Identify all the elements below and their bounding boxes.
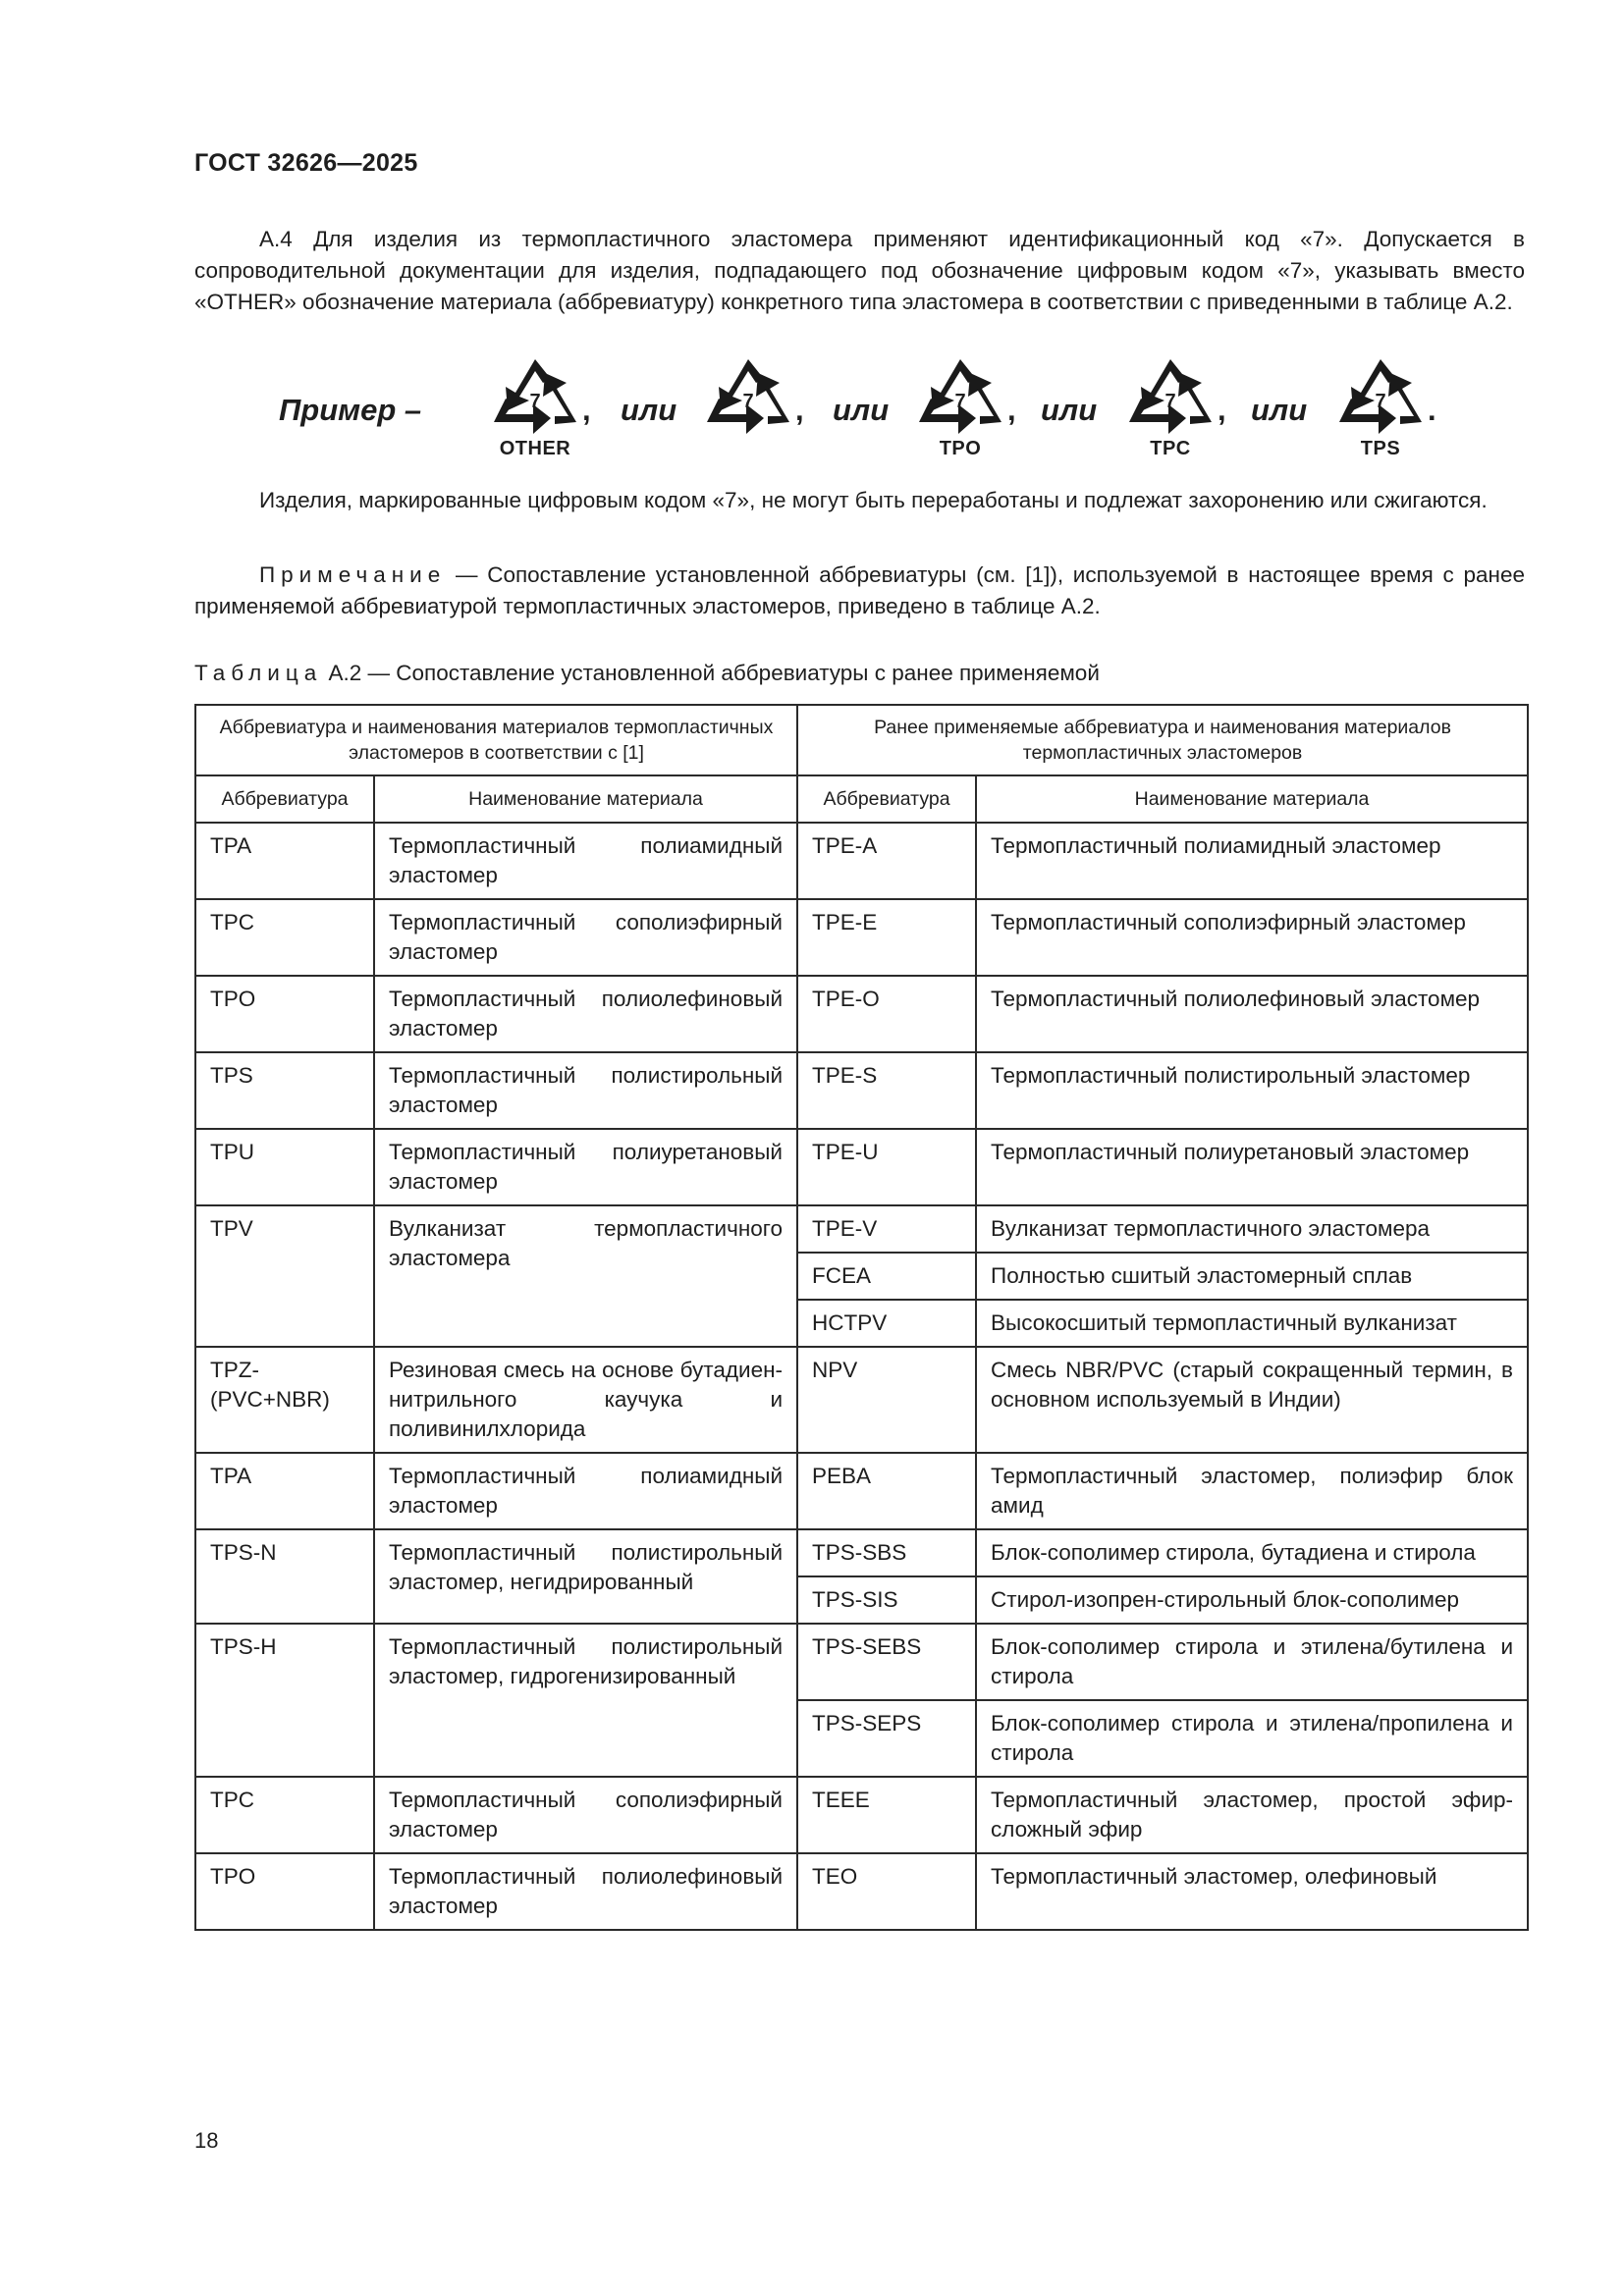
- example-period: .: [1428, 393, 1436, 427]
- material-name-cell: Термопластичный сополиэфирный эластомер: [374, 1777, 797, 1853]
- recycling-code: 7: [1164, 391, 1176, 412]
- old-abbreviation-cell: FCEA: [797, 1253, 976, 1300]
- paragraph-marked-text: Изделия, маркированные цифровым кодом «7», не могут быть переработаны и подлежат захоронению или сжигаются.: [259, 488, 1488, 512]
- old-abbreviation-cell: TPS-SBS: [797, 1529, 976, 1576]
- old-material-name-cell: Блок-сополимер стирола, бутадиена и стирола: [976, 1529, 1528, 1576]
- abbreviation-cell: TPV: [195, 1205, 374, 1347]
- example-comma: ,: [795, 393, 804, 427]
- recycling-material-label: TPO: [939, 438, 982, 459]
- material-name-cell: Резиновая смесь на основе бутадиен-нитрильного каучука и поливинилхлорида: [374, 1347, 797, 1453]
- table-row: [195, 1624, 1528, 1700]
- group-header-previous: Ранее применяемые аббревиатура и наименования материалов термопластичных эластомеров: [797, 705, 1528, 775]
- material-name-cell: Термопластичный полистирольный эластомер: [374, 1052, 797, 1129]
- table-row: [195, 1205, 1528, 1253]
- page-number: 18: [194, 2128, 219, 2153]
- old-abbreviation-cell: TPE-U: [797, 1129, 976, 1205]
- table-row: [195, 1052, 1528, 1129]
- column-header-abbreviation: Аббревиатура: [195, 775, 374, 823]
- abbreviation-cell: TPO: [195, 976, 374, 1052]
- table-row: [195, 976, 1528, 1052]
- old-abbreviation-cell: TPS-SEBS: [797, 1624, 976, 1700]
- abbreviation-cell: TPS: [195, 1052, 374, 1129]
- table-row: [195, 1777, 1528, 1853]
- recycling-symbol-icon: [911, 353, 1019, 461]
- table-caption: [194, 661, 1100, 686]
- column-header-old-abbreviation: Аббревиатура: [797, 775, 976, 823]
- paragraph-note: [194, 560, 1525, 622]
- paragraph-a4-text: А.4 Для изделия из термопластичного эластомера применяют идентификационный код «7». Допускается в сопроводительной документации для изделия, подпадающего под обозначение цифровым кодом «7», указывать вместо «OTHER» обозначение материала (аббревиатуру) конкретного типа эластомера в соответствии с приведенными в таблице А.2.: [194, 227, 1525, 314]
- example-comma: ,: [1007, 393, 1016, 427]
- old-material-name-cell: Блок-сополимер стирола и этилена/бутилена и стирола: [976, 1624, 1528, 1700]
- abbreviation-cell: TPS-H: [195, 1624, 374, 1777]
- recycling-material-label: OTHER: [499, 438, 571, 459]
- column-header-material-name: Наименование материала: [374, 775, 797, 823]
- table-row: [195, 899, 1528, 976]
- old-material-name-cell: Термопластичный эластомер, простой эфир-сложный эфир: [976, 1777, 1528, 1853]
- old-abbreviation-cell: TPE-V: [797, 1205, 976, 1253]
- example-or-word: или: [833, 393, 890, 427]
- old-abbreviation-cell: PEBA: [797, 1453, 976, 1529]
- old-material-name-cell: Высокосшитый термопластичный вулканизат: [976, 1300, 1528, 1347]
- recycling-code: 7: [529, 391, 541, 412]
- material-name-cell: Термопластичный полистирольный эластомер, негидрированный: [374, 1529, 797, 1624]
- abbreviation-cell: TPC: [195, 1777, 374, 1853]
- old-material-name-cell: Стирол-изопрен-стирольный блок-сополимер: [976, 1576, 1528, 1624]
- recycling-symbol-icon: [1121, 353, 1229, 461]
- old-material-name-cell: Блок-сополимер стирола и этилена/пропилена и стирола: [976, 1700, 1528, 1777]
- old-material-name-cell: Термопластичный сополиэфирный эластомер: [976, 899, 1528, 976]
- old-abbreviation-cell: TPE-E: [797, 899, 976, 976]
- old-material-name-cell: Полностью сшитый эластомерный сплав: [976, 1253, 1528, 1300]
- old-abbreviation-cell: TPE-O: [797, 976, 976, 1052]
- recycling-code-examples: [275, 353, 1453, 471]
- old-abbreviation-cell: TEO: [797, 1853, 976, 1930]
- recycling-code: 7: [954, 391, 966, 412]
- old-material-name-cell: Смесь NBR/PVC (старый сокращенный термин, в основном используемый в Индии): [976, 1347, 1528, 1453]
- old-material-name-cell: Термопластичный эластомер, полиэфир блок амид: [976, 1453, 1528, 1529]
- old-abbreviation-cell: TPE-S: [797, 1052, 976, 1129]
- abbreviation-cell: TPA: [195, 823, 374, 899]
- table-row: [195, 823, 1528, 899]
- old-material-name-cell: Вулканизат термопластичного эластомера: [976, 1205, 1528, 1253]
- note-text: — Сопоставление установленной аббревиатуры (см. [1]), используемой в настоящее время с ранее применяемой аббревиатурой термопластичных эластомеров, приведено в таблице А.2.: [194, 562, 1525, 618]
- abbreviation-cell: TPO: [195, 1853, 374, 1930]
- abbreviation-cell: TPC: [195, 899, 374, 976]
- material-name-cell: Термопластичный сополиэфирный эластомер: [374, 899, 797, 976]
- table-row: [195, 1853, 1528, 1930]
- paragraph-marked-items: [194, 485, 1525, 516]
- recycling-code: 7: [742, 391, 754, 412]
- abbreviation-cell: TPZ-(PVC+NBR): [195, 1347, 374, 1453]
- old-abbreviation-cell: TPE-A: [797, 823, 976, 899]
- recycling-material-label: TPS: [1360, 438, 1401, 459]
- old-abbreviation-cell: TEEE: [797, 1777, 976, 1853]
- table-body: [195, 823, 1528, 1930]
- old-material-name-cell: Термопластичный полистирольный эластомер: [976, 1052, 1528, 1129]
- table-caption-label: Таблица: [194, 661, 323, 685]
- example-label: Пример –: [279, 393, 422, 427]
- paragraph-a4: [194, 224, 1525, 318]
- table-row: [195, 1453, 1528, 1529]
- column-header-old-material-name: Наименование материала: [976, 775, 1528, 823]
- recycling-material-label: TPC: [1150, 438, 1191, 459]
- table-row: [195, 1129, 1528, 1205]
- material-name-cell: Вулканизат термопластичного эластомера: [374, 1205, 797, 1347]
- material-name-cell: Термопластичный полиуретановый эластомер: [374, 1129, 797, 1205]
- group-header-current: Аббревиатура и наименования материалов термопластичных эластомеров в соответствии с [1]: [195, 705, 797, 775]
- document-header-title: ГОСТ 32626—2025: [194, 149, 418, 177]
- example-or-word: или: [1251, 393, 1308, 427]
- example-comma: ,: [1218, 393, 1226, 427]
- recycling-symbol-icon: [486, 353, 594, 461]
- old-material-name-cell: Термопластичный эластомер, олефиновый: [976, 1853, 1528, 1930]
- old-abbreviation-cell: HCTPV: [797, 1300, 976, 1347]
- abbreviation-cell: TPU: [195, 1129, 374, 1205]
- old-abbreviation-cell: NPV: [797, 1347, 976, 1453]
- material-name-cell: Термопластичный полистирольный эластомер, гидрогенизированный: [374, 1624, 797, 1777]
- recycling-symbol-icon: [1331, 353, 1439, 461]
- abbreviation-cell: TPA: [195, 1453, 374, 1529]
- recycling-code: 7: [1375, 391, 1386, 412]
- example-comma: ,: [582, 393, 591, 427]
- old-material-name-cell: Термопластичный полиуретановый эластомер: [976, 1129, 1528, 1205]
- table-row: [195, 1529, 1528, 1576]
- material-name-cell: Термопластичный полиолефиновый эластомер: [374, 976, 797, 1052]
- note-label: Примечание: [259, 562, 447, 587]
- old-abbreviation-cell: TPS-SEPS: [797, 1700, 976, 1777]
- material-name-cell: Термопластичный полиолефиновый эластомер: [374, 1853, 797, 1930]
- material-name-cell: Термопластичный полиамидный эластомер: [374, 1453, 797, 1529]
- table-row: [195, 1347, 1528, 1453]
- old-abbreviation-cell: TPS-SIS: [797, 1576, 976, 1624]
- abbreviation-cell: TPS-N: [195, 1529, 374, 1624]
- abbreviation-comparison-table: [194, 704, 1529, 1931]
- recycling-symbol-icon: [699, 353, 807, 461]
- example-or-word: или: [621, 393, 677, 427]
- old-material-name-cell: Термопластичный полиамидный эластомер: [976, 823, 1528, 899]
- table-caption-text: А.2 — Сопоставление установленной аббревиатуры с ранее применяемой: [322, 661, 1100, 685]
- old-material-name-cell: Термопластичный полиолефиновый эластомер: [976, 976, 1528, 1052]
- example-or-word: или: [1041, 393, 1098, 427]
- material-name-cell: Термопластичный полиамидный эластомер: [374, 823, 797, 899]
